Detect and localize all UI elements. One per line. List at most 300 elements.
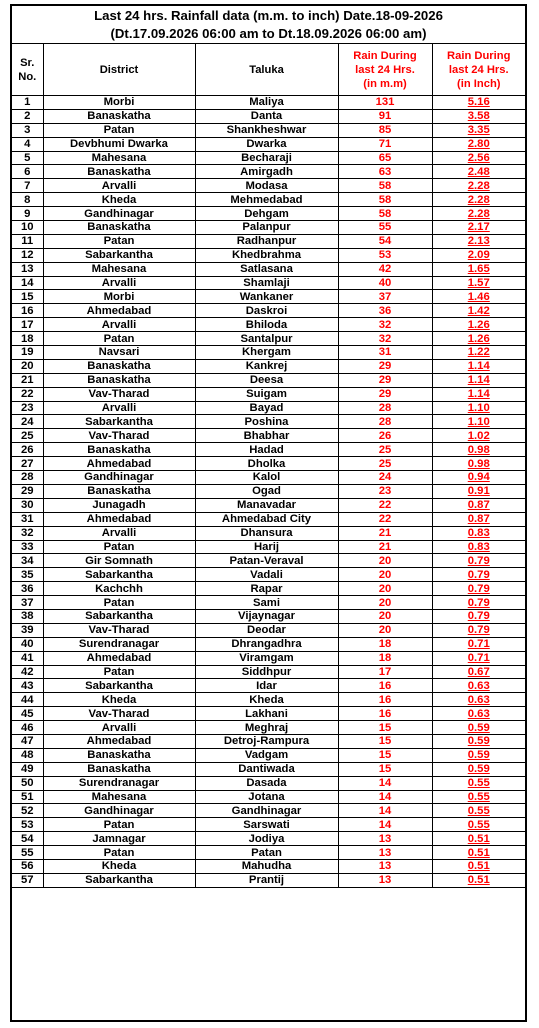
rain-inch-cell: 0.55 — [432, 818, 525, 832]
rain-mm-cell: 42 — [338, 262, 432, 276]
sr-no-cell: 12 — [12, 248, 43, 262]
district-cell: Morbi — [43, 290, 195, 304]
taluka-cell: Deesa — [195, 373, 338, 387]
rain-mm-cell: 16 — [338, 707, 432, 721]
rain-inch-cell: 0.79 — [432, 554, 525, 568]
district-cell: Ahmedabad — [43, 512, 195, 526]
taluka-cell: Jodiya — [195, 832, 338, 846]
rain-mm-cell: 55 — [338, 221, 432, 235]
rain-mm-cell: 14 — [338, 804, 432, 818]
taluka-cell: Santalpur — [195, 332, 338, 346]
district-cell: Gandhinagar — [43, 207, 195, 221]
sr-no-cell: 54 — [12, 832, 43, 846]
sr-no-cell: 52 — [12, 804, 43, 818]
sr-no-cell: 49 — [12, 762, 43, 776]
rain-inch-cell: 0.51 — [432, 859, 525, 873]
table-row — [12, 540, 525, 554]
district-cell: Banaskatha — [43, 373, 195, 387]
rain-inch-cell: 0.71 — [432, 637, 525, 651]
sr-no-cell: 17 — [12, 318, 43, 332]
taluka-cell: Suigam — [195, 387, 338, 401]
rain-inch-cell: 1.65 — [432, 262, 525, 276]
rain-inch-cell: 0.98 — [432, 457, 525, 471]
district-cell: Mahesana — [43, 790, 195, 804]
rain-inch-cell: 0.59 — [432, 734, 525, 748]
taluka-cell: Khedbrahma — [195, 248, 338, 262]
rain-inch-cell: 0.87 — [432, 498, 525, 512]
sr-no-cell: 11 — [12, 234, 43, 248]
rain-inch-cell: 1.46 — [432, 290, 525, 304]
rain-mm-cell: 20 — [338, 568, 432, 582]
table-row — [12, 137, 525, 151]
table-row — [12, 804, 525, 818]
sr-no-cell: 46 — [12, 721, 43, 735]
taluka-cell: Vadali — [195, 568, 338, 582]
sr-no-cell: 19 — [12, 346, 43, 360]
district-cell: Navsari — [43, 346, 195, 360]
rain-mm-cell: 91 — [338, 109, 432, 123]
district-cell: Sabarkantha — [43, 248, 195, 262]
rain-inch-cell: 5.16 — [432, 96, 525, 110]
taluka-cell: Mehmedabad — [195, 193, 338, 207]
district-cell: Sabarkantha — [43, 568, 195, 582]
rain-inch-cell: 0.79 — [432, 623, 525, 637]
district-cell: Arvalli — [43, 721, 195, 735]
table-row — [12, 346, 525, 360]
rain-inch-cell: 2.56 — [432, 151, 525, 165]
table-row — [12, 582, 525, 596]
rain-mm-cell: 28 — [338, 401, 432, 415]
district-cell: Patan — [43, 540, 195, 554]
district-cell: Ahmedabad — [43, 304, 195, 318]
rain-mm-cell: 15 — [338, 748, 432, 762]
rain-mm-cell: 23 — [338, 484, 432, 498]
sr-no-cell: 43 — [12, 679, 43, 693]
rain-mm-cell: 131 — [338, 96, 432, 110]
taluka-cell: Viramgam — [195, 651, 338, 665]
rain-inch-cell: 0.79 — [432, 609, 525, 623]
table-row — [12, 596, 525, 610]
table-row — [12, 818, 525, 832]
rain-mm-cell: 15 — [338, 721, 432, 735]
table-row — [12, 734, 525, 748]
rain-mm-cell: 16 — [338, 679, 432, 693]
rain-inch-cell: 2.13 — [432, 234, 525, 248]
rain-mm-cell: 29 — [338, 373, 432, 387]
district-cell: Vav-Tharad — [43, 707, 195, 721]
rain-mm-cell: 21 — [338, 540, 432, 554]
district-cell: Gandhinagar — [43, 804, 195, 818]
district-cell: Banaskatha — [43, 484, 195, 498]
taluka-cell: Radhanpur — [195, 234, 338, 248]
table-row — [12, 415, 525, 429]
rain-mm-cell: 29 — [338, 359, 432, 373]
district-cell: Sabarkantha — [43, 873, 195, 887]
sr-no-cell: 42 — [12, 665, 43, 679]
district-cell: Kheda — [43, 193, 195, 207]
sr-no-cell: 40 — [12, 637, 43, 651]
rain-inch-cell: 0.83 — [432, 540, 525, 554]
table-row — [12, 707, 525, 721]
table-row — [12, 429, 525, 443]
district-cell: Patan — [43, 332, 195, 346]
rain-inch-cell: 1.26 — [432, 332, 525, 346]
district-cell: Patan — [43, 818, 195, 832]
rain-mm-cell: 21 — [338, 526, 432, 540]
rain-mm-cell: 22 — [338, 512, 432, 526]
table-row — [12, 651, 525, 665]
taluka-cell: Becharaji — [195, 151, 338, 165]
sr-no-cell: 53 — [12, 818, 43, 832]
rain-inch-cell: 0.79 — [432, 596, 525, 610]
table-row — [12, 290, 525, 304]
title-line-1: Last 24 hrs. Rainfall data (m.m. to inch) Date.18-09-2026 — [94, 8, 443, 23]
rain-inch-cell: 0.87 — [432, 512, 525, 526]
rain-inch-cell: 2.17 — [432, 221, 525, 235]
header-inch-line-3: (in Inch) — [457, 77, 501, 90]
district-cell: Vav-Tharad — [43, 623, 195, 637]
sr-no-cell: 13 — [12, 262, 43, 276]
district-cell: Kheda — [43, 693, 195, 707]
table-row — [12, 748, 525, 762]
rain-inch-cell: 1.22 — [432, 346, 525, 360]
table-row — [12, 165, 525, 179]
title-line-2: (Dt.17.09.2026 06:00 am to Dt.18.09.2026 06:00 am) — [110, 26, 427, 41]
table-row — [12, 109, 525, 123]
sr-no-cell: 51 — [12, 790, 43, 804]
table-body — [12, 96, 525, 888]
taluka-cell: Hadad — [195, 443, 338, 457]
taluka-cell: Dwarka — [195, 137, 338, 151]
table-row — [12, 332, 525, 346]
rain-mm-cell: 13 — [338, 846, 432, 860]
taluka-cell: Lakhani — [195, 707, 338, 721]
district-cell: Arvalli — [43, 526, 195, 540]
rain-inch-cell: 0.63 — [432, 679, 525, 693]
taluka-cell: Wankaner — [195, 290, 338, 304]
district-cell: Arvalli — [43, 318, 195, 332]
taluka-cell: Shankheshwar — [195, 123, 338, 137]
rain-inch-cell: 2.28 — [432, 207, 525, 221]
table-row — [12, 846, 525, 860]
rain-mm-cell: 20 — [338, 596, 432, 610]
district-cell: Arvalli — [43, 179, 195, 193]
header-mm-line-3: (in m.m) — [363, 77, 407, 90]
district-cell: Banaskatha — [43, 221, 195, 235]
rain-mm-cell: 14 — [338, 790, 432, 804]
table-row — [12, 568, 525, 582]
rain-mm-cell: 18 — [338, 637, 432, 651]
rain-inch-cell: 0.51 — [432, 873, 525, 887]
district-cell: Junagadh — [43, 498, 195, 512]
district-cell: Arvalli — [43, 276, 195, 290]
rain-inch-cell: 1.10 — [432, 401, 525, 415]
district-cell: Gir Somnath — [43, 554, 195, 568]
taluka-cell: Rapar — [195, 582, 338, 596]
rain-inch-cell: 1.02 — [432, 429, 525, 443]
taluka-cell: Satlasana — [195, 262, 338, 276]
rain-inch-cell: 1.14 — [432, 373, 525, 387]
rain-inch-cell: 1.26 — [432, 318, 525, 332]
rain-mm-cell: 58 — [338, 193, 432, 207]
header-mm-line-2: last 24 Hrs. — [355, 63, 415, 76]
rain-inch-cell: 1.57 — [432, 276, 525, 290]
sr-no-cell: 5 — [12, 151, 43, 165]
rain-mm-cell: 15 — [338, 734, 432, 748]
rain-inch-cell: 1.10 — [432, 415, 525, 429]
rain-inch-cell: 0.55 — [432, 776, 525, 790]
taluka-cell: Mahudha — [195, 859, 338, 873]
taluka-cell: Modasa — [195, 179, 338, 193]
table-row — [12, 790, 525, 804]
district-cell: Ahmedabad — [43, 651, 195, 665]
sr-no-cell: 35 — [12, 568, 43, 582]
rain-mm-cell: 20 — [338, 609, 432, 623]
sr-no-cell: 33 — [12, 540, 43, 554]
sr-no-cell: 21 — [12, 373, 43, 387]
sr-no-cell: 50 — [12, 776, 43, 790]
district-cell: Mahesana — [43, 151, 195, 165]
table-row — [12, 832, 525, 846]
table-row — [12, 304, 525, 318]
rain-inch-cell: 0.63 — [432, 693, 525, 707]
rain-mm-cell: 14 — [338, 818, 432, 832]
rain-inch-cell: 2.80 — [432, 137, 525, 151]
table-row — [12, 262, 525, 276]
taluka-cell: Khergam — [195, 346, 338, 360]
rain-inch-cell: 0.98 — [432, 443, 525, 457]
taluka-cell: Dholka — [195, 457, 338, 471]
rain-mm-cell: 32 — [338, 332, 432, 346]
sr-no-cell: 25 — [12, 429, 43, 443]
district-cell: Mahesana — [43, 262, 195, 276]
taluka-cell: Gandhinagar — [195, 804, 338, 818]
sr-no-cell: 44 — [12, 693, 43, 707]
taluka-cell: Kankrej — [195, 359, 338, 373]
table-row — [12, 623, 525, 637]
report-title — [12, 6, 525, 44]
rain-mm-cell: 20 — [338, 582, 432, 596]
district-cell: Sabarkantha — [43, 609, 195, 623]
header-rain-mm — [338, 44, 432, 96]
district-cell: Patan — [43, 123, 195, 137]
sr-no-cell: 38 — [12, 609, 43, 623]
rain-inch-cell: 1.14 — [432, 359, 525, 373]
rain-mm-cell: 85 — [338, 123, 432, 137]
sr-no-cell: 10 — [12, 221, 43, 235]
taluka-cell: Patan — [195, 846, 338, 860]
rain-mm-cell: 54 — [338, 234, 432, 248]
rain-mm-cell: 71 — [338, 137, 432, 151]
sr-no-cell: 37 — [12, 596, 43, 610]
taluka-cell: Siddhpur — [195, 665, 338, 679]
rain-inch-cell: 1.14 — [432, 387, 525, 401]
header-sr-line-1: Sr. — [20, 56, 35, 69]
rain-inch-cell: 0.91 — [432, 484, 525, 498]
header-inch-line-2: last 24 Hrs. — [448, 63, 509, 76]
taluka-cell: Sarswati — [195, 818, 338, 832]
sr-no-cell: 8 — [12, 193, 43, 207]
district-cell: Morbi — [43, 96, 195, 110]
table-row — [12, 193, 525, 207]
district-cell: Banaskatha — [43, 748, 195, 762]
district-cell: Jamnagar — [43, 832, 195, 846]
sr-no-cell: 28 — [12, 471, 43, 485]
rain-mm-cell: 63 — [338, 165, 432, 179]
table-row — [12, 443, 525, 457]
taluka-cell: Meghraj — [195, 721, 338, 735]
header-sr-line-2: No. — [18, 70, 37, 83]
rain-mm-cell: 29 — [338, 387, 432, 401]
sr-no-cell: 1 — [12, 96, 43, 110]
rain-mm-cell: 31 — [338, 346, 432, 360]
rain-mm-cell: 25 — [338, 443, 432, 457]
table-row — [12, 373, 525, 387]
taluka-cell: Dehgam — [195, 207, 338, 221]
table-row — [12, 123, 525, 137]
district-cell: Banaskatha — [43, 359, 195, 373]
rain-mm-cell: 53 — [338, 248, 432, 262]
table-row — [12, 457, 525, 471]
sr-no-cell: 15 — [12, 290, 43, 304]
taluka-cell: Prantij — [195, 873, 338, 887]
district-cell: Patan — [43, 596, 195, 610]
taluka-cell: Bayad — [195, 401, 338, 415]
sr-no-cell: 57 — [12, 873, 43, 887]
rain-inch-cell: 0.79 — [432, 582, 525, 596]
rain-mm-cell: 15 — [338, 762, 432, 776]
taluka-cell: Patan-Veraval — [195, 554, 338, 568]
taluka-cell: Kalol — [195, 471, 338, 485]
rain-mm-cell: 32 — [338, 318, 432, 332]
table-row — [12, 526, 525, 540]
rain-mm-cell: 58 — [338, 207, 432, 221]
rain-inch-cell: 0.59 — [432, 748, 525, 762]
sr-no-cell: 3 — [12, 123, 43, 137]
district-cell: Ahmedabad — [43, 457, 195, 471]
district-cell: Sabarkantha — [43, 415, 195, 429]
taluka-cell: Amirgadh — [195, 165, 338, 179]
rain-inch-cell: 0.94 — [432, 471, 525, 485]
rain-mm-cell: 13 — [338, 859, 432, 873]
rain-mm-cell: 18 — [338, 651, 432, 665]
sr-no-cell: 55 — [12, 846, 43, 860]
rain-inch-cell: 0.51 — [432, 832, 525, 846]
table-row — [12, 554, 525, 568]
sr-no-cell: 9 — [12, 207, 43, 221]
district-cell: Kachchh — [43, 582, 195, 596]
rain-inch-cell: 2.28 — [432, 179, 525, 193]
taluka-cell: Deodar — [195, 623, 338, 637]
rain-mm-cell: 25 — [338, 457, 432, 471]
table-row — [12, 401, 525, 415]
rain-inch-cell: 0.55 — [432, 790, 525, 804]
taluka-cell: Shamlaji — [195, 276, 338, 290]
district-cell: Gandhinagar — [43, 471, 195, 485]
rain-mm-cell: 20 — [338, 623, 432, 637]
table-row — [12, 359, 525, 373]
sr-no-cell: 22 — [12, 387, 43, 401]
rain-mm-cell: 16 — [338, 693, 432, 707]
rainfall-table — [12, 44, 525, 888]
header-sr-no — [12, 44, 43, 96]
sr-no-cell: 32 — [12, 526, 43, 540]
taluka-cell: Dhansura — [195, 526, 338, 540]
district-cell: Devbhumi Dwarka — [43, 137, 195, 151]
district-cell: Banaskatha — [43, 109, 195, 123]
table-row — [12, 859, 525, 873]
district-cell: Banaskatha — [43, 762, 195, 776]
taluka-cell: Dhrangadhra — [195, 637, 338, 651]
sr-no-cell: 56 — [12, 859, 43, 873]
rain-mm-cell: 37 — [338, 290, 432, 304]
rain-inch-cell: 2.09 — [432, 248, 525, 262]
rain-mm-cell: 36 — [338, 304, 432, 318]
district-cell: Surendranagar — [43, 776, 195, 790]
sr-no-cell: 48 — [12, 748, 43, 762]
district-cell: Patan — [43, 846, 195, 860]
table-row — [12, 721, 525, 735]
sr-no-cell: 34 — [12, 554, 43, 568]
sr-no-cell: 31 — [12, 512, 43, 526]
taluka-cell: Harij — [195, 540, 338, 554]
table-row — [12, 248, 525, 262]
rain-inch-cell: 0.71 — [432, 651, 525, 665]
rain-mm-cell: 13 — [338, 832, 432, 846]
rain-mm-cell: 14 — [338, 776, 432, 790]
rain-inch-cell: 0.67 — [432, 665, 525, 679]
rain-mm-cell: 17 — [338, 665, 432, 679]
taluka-cell: Manavadar — [195, 498, 338, 512]
table-row — [12, 762, 525, 776]
taluka-cell: Bhiloda — [195, 318, 338, 332]
table-row — [12, 609, 525, 623]
table-row — [12, 679, 525, 693]
sr-no-cell: 45 — [12, 707, 43, 721]
taluka-cell: Bhabhar — [195, 429, 338, 443]
rain-inch-cell: 0.55 — [432, 804, 525, 818]
rain-mm-cell: 40 — [338, 276, 432, 290]
table-row — [12, 151, 525, 165]
sr-no-cell: 6 — [12, 165, 43, 179]
rain-inch-cell: 2.28 — [432, 193, 525, 207]
rain-mm-cell: 26 — [338, 429, 432, 443]
rain-inch-cell: 2.48 — [432, 165, 525, 179]
sr-no-cell: 47 — [12, 734, 43, 748]
sr-no-cell: 23 — [12, 401, 43, 415]
header-rain-inch — [432, 44, 525, 96]
taluka-cell: Maliya — [195, 96, 338, 110]
rain-mm-cell: 24 — [338, 471, 432, 485]
table-row — [12, 179, 525, 193]
sr-no-cell: 30 — [12, 498, 43, 512]
sr-no-cell: 26 — [12, 443, 43, 457]
sr-no-cell: 2 — [12, 109, 43, 123]
taluka-cell: Jotana — [195, 790, 338, 804]
table-row — [12, 693, 525, 707]
sr-no-cell: 29 — [12, 484, 43, 498]
district-cell: Vav-Tharad — [43, 429, 195, 443]
rain-mm-cell: 13 — [338, 873, 432, 887]
taluka-cell: Dasada — [195, 776, 338, 790]
rain-mm-cell: 28 — [338, 415, 432, 429]
district-cell: Surendranagar — [43, 637, 195, 651]
district-cell: Ahmedabad — [43, 734, 195, 748]
district-cell: Banaskatha — [43, 443, 195, 457]
table-row — [12, 387, 525, 401]
taluka-cell: Daskroi — [195, 304, 338, 318]
table-row — [12, 873, 525, 887]
